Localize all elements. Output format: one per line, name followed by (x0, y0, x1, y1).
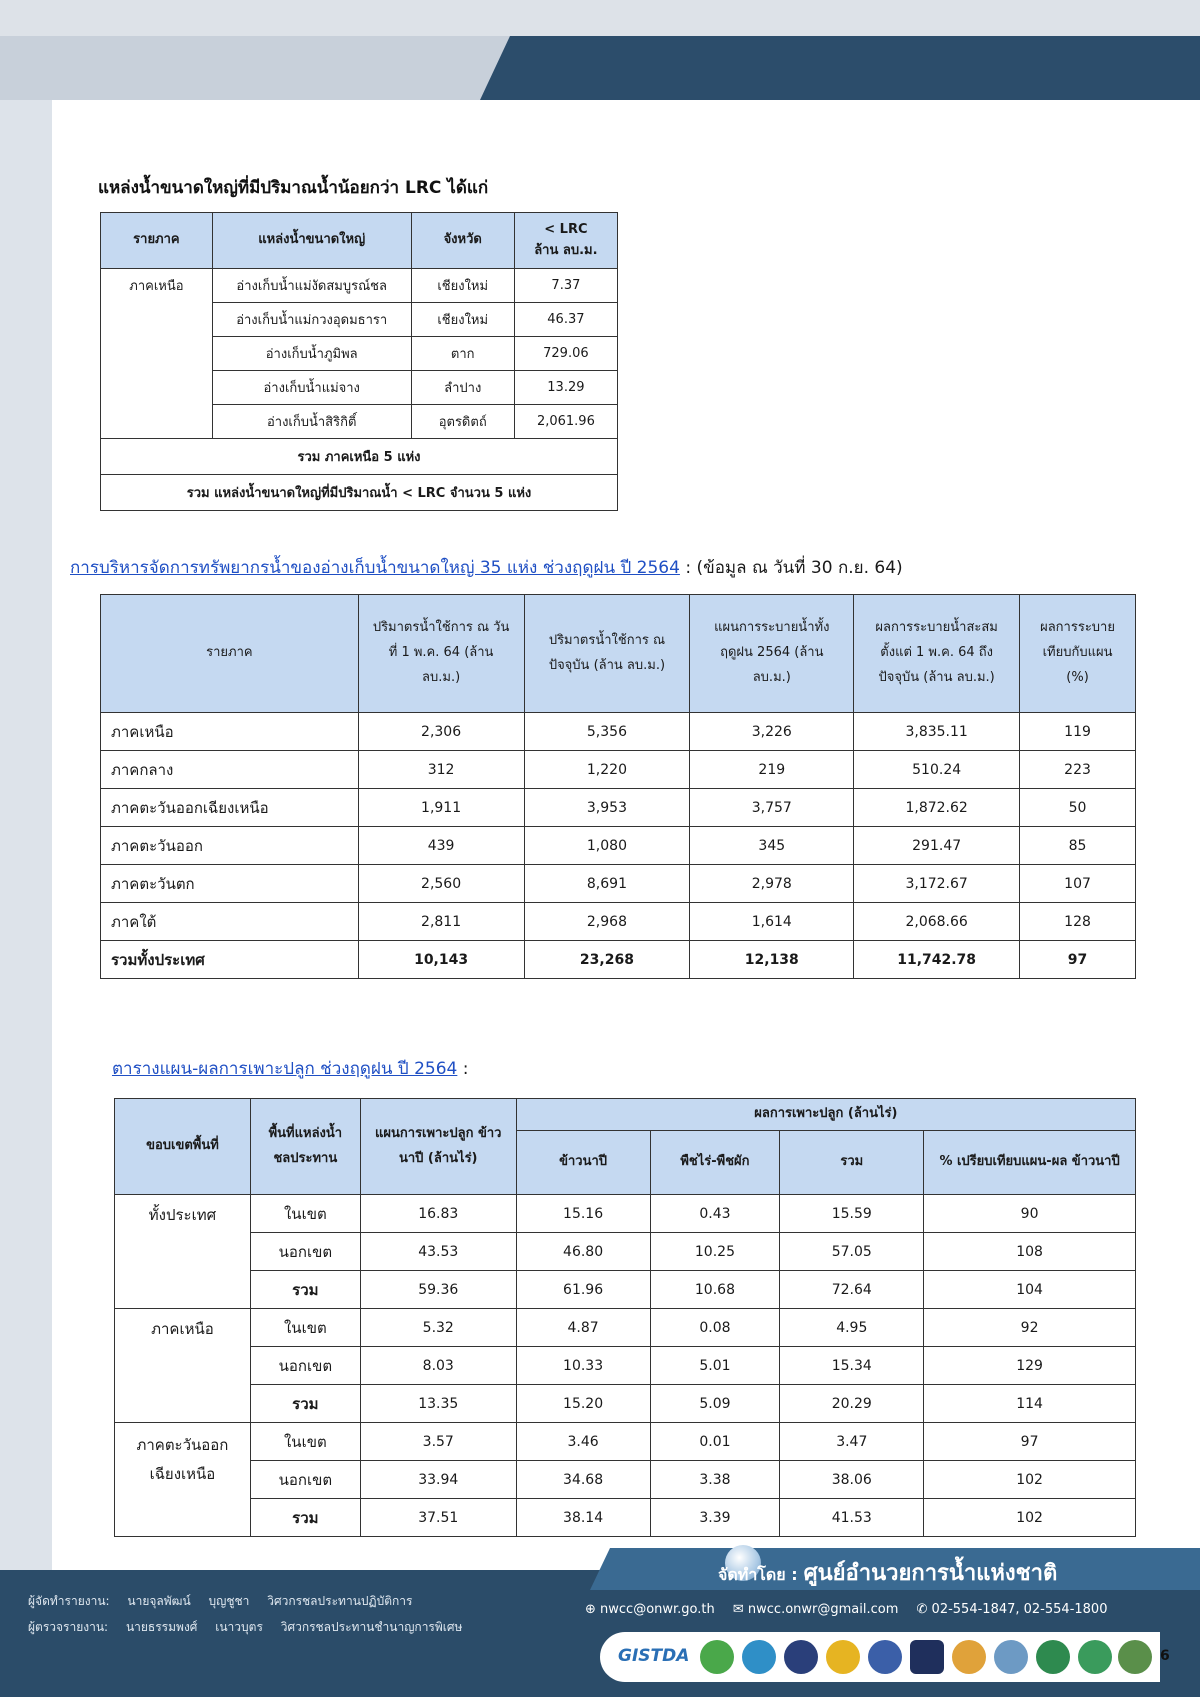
reservoir-region: ภาคตะวันออกเฉียงเหนือ (101, 789, 359, 827)
table-row (101, 789, 1136, 827)
footer-web[interactable]: ⊕ nwcc@onwr.go.th (585, 1602, 715, 1617)
table-row (101, 713, 1136, 751)
crop-header-rice: ข้าวนาปี (516, 1131, 650, 1195)
reservoir-cell: 3,172.67 (854, 865, 1020, 903)
agency-logo-icon (742, 1640, 776, 1674)
reviewer-label: ผู้ตรวจรายงาน: (28, 1620, 109, 1634)
reservoir-cell: 2,978 (690, 865, 854, 903)
lrc-header-value-line1: < LRC (544, 221, 588, 237)
agency-logo-icon (952, 1640, 986, 1674)
lrc-cell: อ่างเก็บน้ำแม่กวงอุดมธารา (212, 303, 411, 337)
header-band (0, 0, 1200, 100)
lrc-cell: 2,061.96 (514, 405, 617, 439)
reporter-title: วิศวกรชลประทานปฏิบัติการ (267, 1594, 413, 1608)
table-row (101, 903, 1136, 941)
lrc-header-reservoir: แหล่งน้ำขนาดใหญ่ (212, 213, 411, 269)
reservoir-cell: 3,953 (524, 789, 690, 827)
reservoir-header-pct: ผลการระบาย เทียบกับแผน (%) (1020, 595, 1136, 713)
reservoir-cell: 1,080 (524, 827, 690, 865)
reservoir-header-vol-now: ปริมาตรน้ำใช้การ ณ ปัจจุบัน (ล้าน ลบ.ม.) (524, 595, 690, 713)
lrc-sum-total: รวม แหล่งน้ำขนาดใหญ่ที่มีปริมาณน้ำ < LRC จำนวน 5 แห่ง (101, 475, 618, 511)
reservoir-cell: 119 (1020, 713, 1136, 751)
table-row (101, 269, 618, 303)
crop-table (114, 1098, 1136, 1537)
lrc-cell: ลำปาง (411, 371, 514, 405)
reporter-surname: บุญชูชา (208, 1594, 250, 1608)
crop-cell: 102 (924, 1499, 1136, 1537)
crop-cell: 0.01 (650, 1423, 780, 1461)
reservoir-total-cell: 11,742.78 (854, 941, 1020, 979)
crop-zone-cell: นอกเขต (250, 1233, 360, 1271)
reservoir-cell: 1,614 (690, 903, 854, 941)
reservoir-cell: 3,757 (690, 789, 854, 827)
reservoir-region: ภาคตะวันตก (101, 865, 359, 903)
section2-title-link[interactable]: การบริหารจัดการทรัพยากรน้ำของอ่างเก็บน้ำขนาดใหญ่ 35 แห่ง ช่วงฤดูฝน ปี 2564 (70, 558, 680, 578)
crop-cell: 5.09 (650, 1385, 780, 1423)
crop-cell: 5.01 (650, 1347, 780, 1385)
agency-logo-icon (1078, 1640, 1112, 1674)
crop-zone-cell: รวม (250, 1385, 360, 1423)
footer-org-name: ศูนย์อำนวยการน้ำแห่งชาติ (803, 1561, 1058, 1586)
crop-zone-cell: นอกเขต (250, 1347, 360, 1385)
crop-header-pct: % เปรียบเทียบแผน-ผล ข้าวนาปี (924, 1131, 1136, 1195)
reservoir-total-cell: 12,138 (690, 941, 854, 979)
lrc-cell: 729.06 (514, 337, 617, 371)
crop-header-zone: พื้นที่แหล่งน้ำ ชลประทาน (250, 1099, 360, 1195)
table-row (101, 827, 1136, 865)
reservoir-cell: 439 (358, 827, 524, 865)
lrc-header-value-line2: ล้าน ลบ.ม. (534, 242, 598, 258)
crop-cell: 90 (924, 1195, 1136, 1233)
reservoir-cell: 8,691 (524, 865, 690, 903)
agency-logo-icon (1118, 1640, 1152, 1674)
reviewer-title: วิศวกรชลประทานชำนาญการพิเศษ (280, 1620, 463, 1634)
footer-email[interactable]: ✉ nwcc.onwr@gmail.com (732, 1602, 899, 1617)
crop-cell: 4.95 (780, 1309, 924, 1347)
reservoir-cell: 1,872.62 (854, 789, 1020, 827)
section3-title-link[interactable]: ตารางแผน-ผลการเพาะปลูก ช่วงฤดูฝน ปี 2564 (112, 1059, 458, 1079)
crop-zone-cell: ในเขต (250, 1309, 360, 1347)
table-row (115, 1233, 1136, 1271)
crop-cell: 0.43 (650, 1195, 780, 1233)
lrc-cell: ตาก (411, 337, 514, 371)
crop-cell: 129 (924, 1347, 1136, 1385)
crop-cell: 3.57 (360, 1423, 516, 1461)
footer-org-prefix: จัดทำโดย : (718, 1565, 798, 1584)
crop-cell: 0.08 (650, 1309, 780, 1347)
crop-cell: 97 (924, 1423, 1136, 1461)
gistda-logo: GISTDA (618, 1646, 690, 1666)
footer-contact (585, 1602, 1121, 1617)
crop-cell: 5.32 (360, 1309, 516, 1347)
reservoir-cell: 3,226 (690, 713, 854, 751)
reservoir-total-cell: 97 (1020, 941, 1136, 979)
agency-logo-icon (868, 1640, 902, 1674)
reservoir-region: ภาคใต้ (101, 903, 359, 941)
crop-cell: 38.06 (780, 1461, 924, 1499)
crop-cell: 20.29 (780, 1385, 924, 1423)
lrc-header-province: จังหวัด (411, 213, 514, 269)
lrc-table (100, 212, 618, 511)
left-margin-strip (0, 100, 52, 1570)
footer-org (718, 1555, 1057, 1590)
crop-area-cell: ทั้งประเทศ (115, 1195, 251, 1309)
agency-logo-icon (784, 1640, 818, 1674)
reservoir-cell: 312 (358, 751, 524, 789)
crop-cell: 3.47 (780, 1423, 924, 1461)
page-number: 6 (1160, 1648, 1170, 1664)
crop-cell: 15.16 (516, 1195, 650, 1233)
crop-cell: 114 (924, 1385, 1136, 1423)
agency-logo-icon (826, 1640, 860, 1674)
crop-header-result: ผลการเพาะปลูก (ล้านไร่) (516, 1099, 1135, 1131)
reservoir-cell: 50 (1020, 789, 1136, 827)
crop-zone-cell: รวม (250, 1499, 360, 1537)
crop-cell: 38.14 (516, 1499, 650, 1537)
section3-title (112, 1055, 469, 1082)
reservoir-region: ภาคกลาง (101, 751, 359, 789)
table-row (115, 1309, 1136, 1347)
reporter-name: นายจุลพัฒน์ (127, 1594, 191, 1608)
reservoir-cell: 85 (1020, 827, 1136, 865)
lrc-sum-region: รวม ภาคเหนือ 5 แห่ง (101, 439, 618, 475)
table-row (115, 1195, 1136, 1233)
reservoir-cell: 2,560 (358, 865, 524, 903)
crop-cell: 104 (924, 1271, 1136, 1309)
crop-area-cell: ภาคเหนือ (115, 1309, 251, 1423)
table-row (115, 1385, 1136, 1423)
crop-cell: 15.59 (780, 1195, 924, 1233)
leaf-logo-icon (700, 1640, 734, 1674)
crop-zone-cell: รวม (250, 1271, 360, 1309)
reservoir-cell: 291.47 (854, 827, 1020, 865)
reservoir-cell: 5,356 (524, 713, 690, 751)
crop-cell: 13.35 (360, 1385, 516, 1423)
agency-logo-icon (994, 1640, 1028, 1674)
crop-cell: 3.46 (516, 1423, 650, 1461)
lrc-cell: 46.37 (514, 303, 617, 337)
lrc-cell: 13.29 (514, 371, 617, 405)
crop-header-area: ขอบเขตพื้นที่ (115, 1099, 251, 1195)
reservoir-region: ภาคตะวันออก (101, 827, 359, 865)
lrc-region-cell: ภาคเหนือ (101, 269, 213, 439)
crop-cell: 8.03 (360, 1347, 516, 1385)
section1-title: แหล่งน้ำขนาดใหญ่ที่มีปริมาณน้ำน้อยกว่า LRC ได้แก่ (98, 178, 489, 198)
table-row (101, 751, 1136, 789)
reservoir-header-plan: แผนการระบายน้ำทั้งฤดูฝน 2564 (ล้าน ลบ.ม.) (690, 595, 854, 713)
crop-cell: 16.83 (360, 1195, 516, 1233)
lrc-cell: เชียงใหม่ (411, 303, 514, 337)
lrc-cell: อ่างเก็บน้ำสิริกิติ์ (212, 405, 411, 439)
reservoir-table (100, 594, 1136, 979)
crop-cell: 10.68 (650, 1271, 780, 1309)
crop-cell: 15.20 (516, 1385, 650, 1423)
crop-cell: 3.39 (650, 1499, 780, 1537)
crop-header-field: พืชไร่-พืชผัก (650, 1131, 780, 1195)
crop-cell: 33.94 (360, 1461, 516, 1499)
reservoir-cell: 2,068.66 (854, 903, 1020, 941)
reservoir-region: ภาคเหนือ (101, 713, 359, 751)
crop-zone-cell: นอกเขต (250, 1461, 360, 1499)
agency-logo-icon (910, 1640, 944, 1674)
crop-cell: 37.51 (360, 1499, 516, 1537)
section2-title-date: : (ข้อมูล ณ วันที่ 30 ก.ย. 64) (679, 558, 903, 578)
reservoir-total-label: รวมทั้งประเทศ (101, 941, 359, 979)
footer-reviewer (28, 1618, 476, 1637)
crop-cell: 72.64 (780, 1271, 924, 1309)
crop-cell: 4.87 (516, 1309, 650, 1347)
table-row-total (101, 941, 1136, 979)
reservoir-cell: 510.24 (854, 751, 1020, 789)
table-row (115, 1347, 1136, 1385)
header-blue-shape (480, 36, 1200, 100)
crop-zone-cell: ในเขต (250, 1195, 360, 1233)
lrc-cell: อุตรดิตถ์ (411, 405, 514, 439)
crop-cell: 3.38 (650, 1461, 780, 1499)
reservoir-cell: 2,968 (524, 903, 690, 941)
reservoir-cell: 1,911 (358, 789, 524, 827)
crop-cell: 92 (924, 1309, 1136, 1347)
crop-cell: 15.34 (780, 1347, 924, 1385)
reservoir-total-cell: 23,268 (524, 941, 690, 979)
table-row (115, 1461, 1136, 1499)
section2-title (70, 554, 903, 581)
lrc-header-value (514, 213, 617, 269)
crop-cell: 102 (924, 1461, 1136, 1499)
crop-cell: 10.33 (516, 1347, 650, 1385)
crop-header-sum: รวม (780, 1131, 924, 1195)
reservoir-cell: 2,811 (358, 903, 524, 941)
lrc-cell: 7.37 (514, 269, 617, 303)
crop-cell: 34.68 (516, 1461, 650, 1499)
crop-zone-cell: ในเขต (250, 1423, 360, 1461)
lrc-cell: อ่างเก็บน้ำภูมิพล (212, 337, 411, 371)
reservoir-total-cell: 10,143 (358, 941, 524, 979)
reservoir-cell: 3,835.11 (854, 713, 1020, 751)
header-grey-strip (0, 0, 1200, 36)
reservoir-cell: 2,306 (358, 713, 524, 751)
crop-cell: 10.25 (650, 1233, 780, 1271)
table-row (115, 1271, 1136, 1309)
page-content (52, 100, 1200, 1570)
table-row (101, 865, 1136, 903)
lrc-cell: เชียงใหม่ (411, 269, 514, 303)
table-row (115, 1423, 1136, 1461)
agency-logo-icon (1036, 1640, 1070, 1674)
crop-cell: 108 (924, 1233, 1136, 1271)
reservoir-cell: 1,220 (524, 751, 690, 789)
crop-area-cell: ภาคตะวันออก เฉียงเหนือ (115, 1423, 251, 1537)
reservoir-cell: 107 (1020, 865, 1136, 903)
section3-title-suffix: : (457, 1059, 469, 1079)
reviewer-name: นายธรรมพงศ์ (125, 1620, 198, 1634)
footer-phone: ✆ 02-554-1847, 02-554-1800 (916, 1602, 1108, 1617)
crop-cell: 61.96 (516, 1271, 650, 1309)
crop-cell: 59.36 (360, 1271, 516, 1309)
reservoir-cell: 219 (690, 751, 854, 789)
crop-cell: 41.53 (780, 1499, 924, 1537)
crop-cell: 46.80 (516, 1233, 650, 1271)
reservoir-cell: 345 (690, 827, 854, 865)
reservoir-header-vol-start: ปริมาตรน้ำใช้การ ณ วันที่ 1 พ.ค. 64 (ล้าน ลบ.ม.) (358, 595, 524, 713)
lrc-cell: อ่างเก็บน้ำแม่งัดสมบูรณ์ชล (212, 269, 411, 303)
lrc-cell: อ่างเก็บน้ำแม่จาง (212, 371, 411, 405)
reviewer-surname: เนาวบุตร (215, 1620, 263, 1634)
lrc-header-region: รายภาค (101, 213, 213, 269)
crop-header-plan: แผนการเพาะปลูก ข้าวนาปี (ล้านไร่) (360, 1099, 516, 1195)
crop-cell: 43.53 (360, 1233, 516, 1271)
reservoir-cell: 223 (1020, 751, 1136, 789)
reporter-label: ผู้จัดทำรายงาน: (28, 1594, 110, 1608)
reservoir-cell: 128 (1020, 903, 1136, 941)
crop-cell: 57.05 (780, 1233, 924, 1271)
table-row (115, 1499, 1136, 1537)
footer-reporter (28, 1592, 426, 1611)
reservoir-header-result: ผลการระบายน้ำสะสมตั้งแต่ 1 พ.ค. 64 ถึงปัจจุบัน (ล้าน ลบ.ม.) (854, 595, 1020, 713)
reservoir-header-region: รายภาค (101, 595, 359, 713)
